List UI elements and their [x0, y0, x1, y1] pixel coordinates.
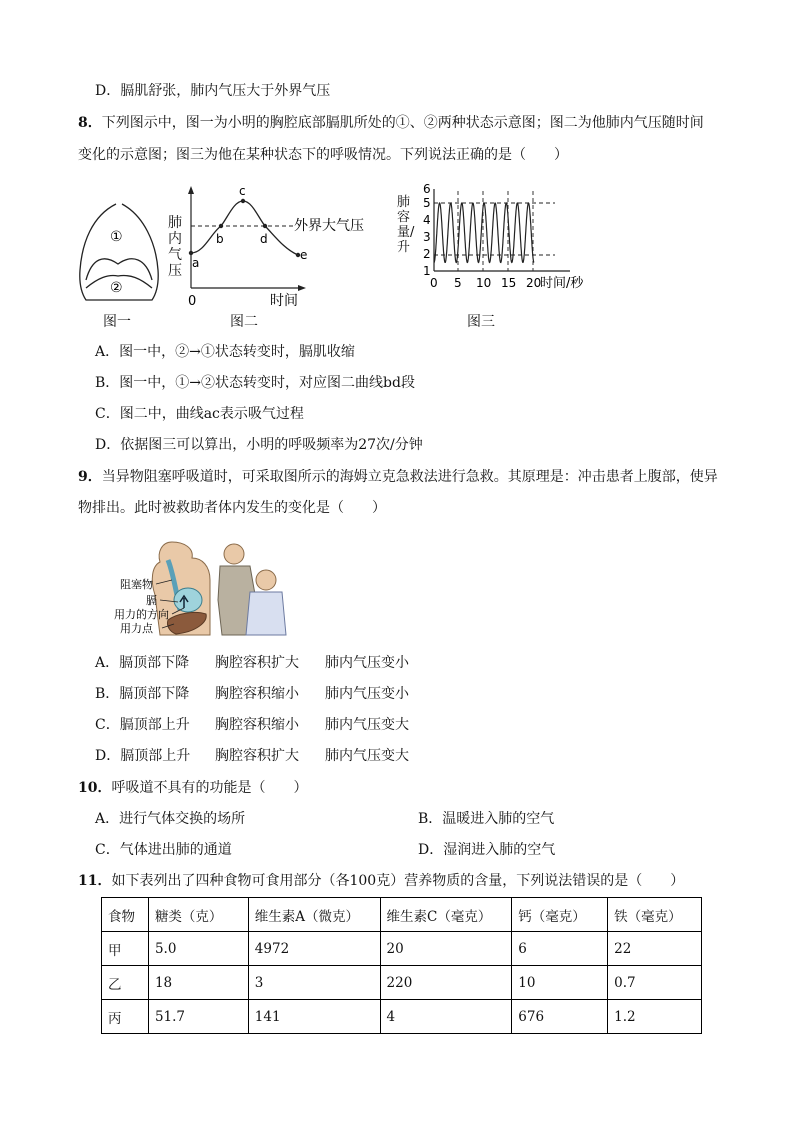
fig3-ytick-5: 5: [423, 196, 431, 210]
fig2-xlabel: 时间: [270, 293, 298, 308]
lung-icon: [174, 588, 202, 612]
fig3-xtick-0: 0: [430, 276, 438, 290]
fig1-label-1: ①: [110, 229, 123, 245]
q10-option-b[interactable]: B．温暖进入肺的空气: [418, 811, 555, 827]
q9-b-part1: B．膈顶部下降: [95, 686, 190, 702]
q9-d-part2: 胸腔容积扩大: [215, 748, 299, 764]
rescuer-head: [224, 544, 244, 564]
q11-stem-text: 如下表列出了四种食物可食用部分（各100克）营养物质的含量，下列说法错误的是（ ）: [111, 873, 685, 889]
q9-stem-text1: 当异物阻塞呼吸道时，可采取图所示的海姆立克急救法进行急救。其原理是：冲击患者上腹部，使异: [101, 469, 718, 485]
fig2-ylabel: 肺内气压: [168, 215, 182, 279]
q9-option-c[interactable]: [95, 715, 409, 735]
fig3-ytick-4: 4: [423, 213, 431, 227]
table-header-row: [102, 898, 702, 932]
q8-option-a[interactable]: A．图一中，②→①状态转变时，膈肌收缩: [95, 344, 355, 360]
q9-a-part3: 肺内气压变小: [325, 655, 409, 671]
table-cell: 3: [248, 966, 380, 1000]
fig3-xtick-10: 10: [476, 276, 492, 290]
q9-b-part2: 胸腔容积缩小: [215, 686, 299, 702]
q9-c-part2: 胸腔容积缩小: [215, 717, 299, 733]
q11-stem: [78, 871, 684, 891]
table-cell: 甲: [102, 932, 149, 966]
q8-figure3-lung-volume-chart: [395, 183, 615, 293]
table-cell: 141: [248, 1000, 380, 1034]
q10-option-d[interactable]: D．湿润进入肺的空气: [418, 842, 556, 858]
table-header: 食物: [102, 898, 149, 932]
table-header: 糖类（克）: [148, 898, 248, 932]
q9-a-part1: A．膈顶部下降: [95, 655, 190, 671]
q8-number: 8．: [78, 115, 102, 131]
fig2-label-a: a: [192, 256, 200, 270]
fig3-ylabel: 肺容量/升: [397, 195, 415, 255]
fig2-caption: 图二: [230, 314, 258, 330]
table-cell: 0.7: [608, 966, 702, 1000]
fig2-label-d: d: [260, 232, 268, 246]
table-cell: 20: [380, 932, 512, 966]
fig9-label-blockage: 阻塞物: [120, 578, 153, 591]
table-header: 维生素A（微克）: [248, 898, 380, 932]
q8-option-d[interactable]: D．依据图三可以算出，小明的呼吸频率为27次/分钟: [95, 437, 423, 453]
nutrition-table: [101, 897, 702, 1034]
q10-stem-text: 呼吸道不具有的功能是（ ）: [111, 780, 308, 796]
table-row: [102, 932, 702, 966]
q9-stem-line2: 物排出。此时被救助者体内发生的变化是（ ）: [78, 500, 386, 516]
table-cell: 51.7: [148, 1000, 248, 1034]
q8-option-c[interactable]: C．图二中，曲线ac表示吸气过程: [95, 406, 304, 422]
fig2-label-b: b: [216, 232, 224, 246]
patient-body: [246, 592, 286, 635]
q8-stem-line2: 变化的示意图；图三为他在某种状态下的呼吸情况。下列说法正确的是（ ）: [78, 147, 568, 163]
table-cell: 18: [148, 966, 248, 1000]
fig3-ytick-3: 3: [423, 230, 431, 244]
q8-stem-line1: [78, 113, 704, 133]
q9-d-part1: D．膈顶部上升: [95, 748, 191, 764]
q9-option-b[interactable]: [95, 684, 409, 704]
q10-stem: [78, 778, 307, 798]
fig2-point-c: [241, 199, 245, 203]
q9-a-part2: 胸腔容积扩大: [215, 655, 299, 671]
q8-option-b[interactable]: B．图一中，①→②状态转变时，对应图二曲线bd段: [95, 375, 415, 391]
fig3-ytick-1: 1: [423, 264, 431, 278]
fig1-label-2: ②: [110, 280, 123, 296]
fig2-x-arrow: [298, 285, 306, 291]
table-cell: 丙: [102, 1000, 149, 1034]
fig2-reference-label: 外界大气压: [294, 218, 364, 234]
table-cell: 4972: [248, 932, 380, 966]
table-cell: 4: [380, 1000, 512, 1034]
fig3-ytick-6: 6: [423, 183, 431, 196]
table-cell: 220: [380, 966, 512, 1000]
fig9-label-diaphragm: 膈: [146, 594, 157, 607]
q9-c-part1: C．膈顶部上升: [95, 717, 190, 733]
fig2-label-e: e: [300, 248, 308, 262]
table-cell: 676: [512, 1000, 608, 1034]
q7-option-d: D．膈肌舒张，肺内气压大于外界气压: [95, 83, 331, 99]
q10-option-a[interactable]: A．进行气体交换的场所: [95, 811, 246, 827]
fig2-point-b: [219, 224, 223, 228]
table-header: 维生素C（毫克）: [380, 898, 512, 932]
fig3-xtick-20: 20: [526, 276, 542, 290]
fig3-breathing-wave: [434, 203, 534, 263]
fig3-caption: 图三: [467, 314, 495, 330]
fig3-xlabel: 时间/秒: [540, 276, 584, 291]
table-cell: 10: [512, 966, 608, 1000]
fig3-xtick-5: 5: [454, 276, 462, 290]
diaphragm-state1: [86, 259, 152, 280]
fig2-point-d: [263, 224, 267, 228]
q10-option-c[interactable]: C．气体进出肺的通道: [95, 842, 232, 858]
table-header: 钙（毫克）: [512, 898, 608, 932]
q9-c-part3: 肺内气压变大: [325, 717, 409, 733]
fig2-label-c: c: [239, 184, 246, 198]
table-header: 铁（毫克）: [608, 898, 702, 932]
q9-stem-line1: [78, 467, 718, 487]
q8-figure2-pressure-chart: [166, 183, 376, 308]
fig3-ytick-2: 2: [423, 247, 431, 261]
q9-option-a[interactable]: [95, 653, 409, 673]
fig2-pressure-curve: [191, 201, 298, 255]
fig1-caption: 图一: [103, 314, 131, 330]
fig9-label-force-direction: 用力的方向: [114, 608, 169, 621]
fig3-xtick-15: 15: [501, 276, 517, 290]
table-cell: 1.2: [608, 1000, 702, 1034]
q9-b-part3: 肺内气压变小: [325, 686, 409, 702]
table-cell: 22: [608, 932, 702, 966]
q9-d-part3: 肺内气压变大: [325, 748, 409, 764]
q9-heimlich-illustration: [110, 540, 290, 640]
q8-stem-text1: 下列图示中，图一为小明的胸腔底部膈肌所处的①、②两种状态示意图；图二为他肺内气压随时间: [101, 115, 704, 131]
fig9-label-force-point: 用力点: [120, 622, 153, 635]
table-cell: 乙: [102, 966, 149, 1000]
q9-number: 9．: [78, 469, 102, 485]
patient-head: [256, 570, 276, 590]
table-row: [102, 1000, 702, 1034]
fig2-point-a: [189, 251, 193, 255]
q9-option-d[interactable]: [95, 746, 409, 766]
table-cell: 6: [512, 932, 608, 966]
q10-number: 10．: [78, 780, 112, 796]
table-row: [102, 966, 702, 1000]
fig2-y-arrow: [188, 186, 194, 194]
q8-figure1-chest: [74, 198, 164, 308]
table-cell: 5.0: [148, 932, 248, 966]
q11-number: 11．: [78, 873, 112, 889]
fig2-origin: 0: [188, 294, 197, 308]
